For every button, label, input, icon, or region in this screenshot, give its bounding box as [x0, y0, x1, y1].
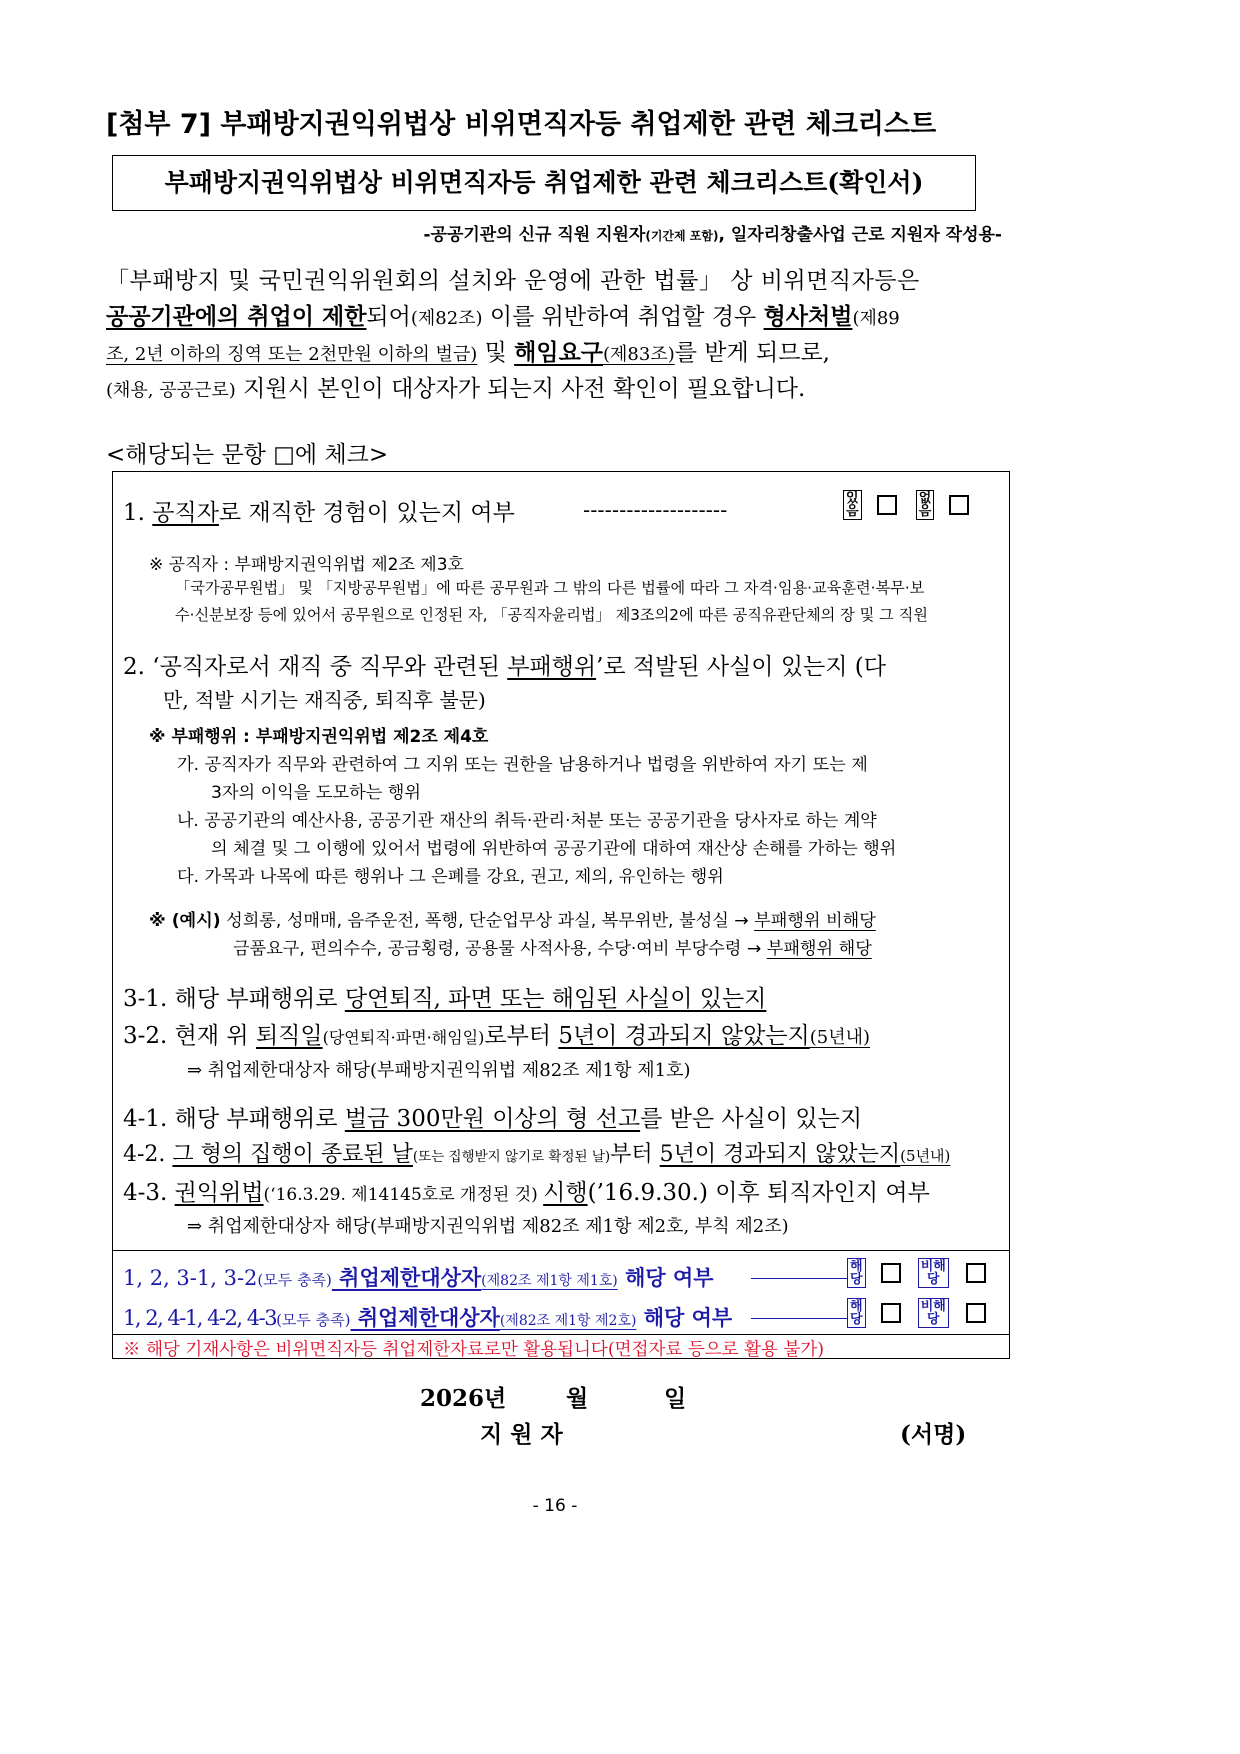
- summary-1-condition: (모두 충족): [257, 1271, 332, 1289]
- q4-result: ⇒ 취업제한대상자 해당(부패방지권익위법 제82조 제1항 제2호, 부칙 제2조): [187, 1216, 789, 1237]
- q4-1-text: 를 받은 사실이 있는지: [640, 1106, 863, 1132]
- question-4-3: [123, 1174, 930, 1207]
- summary-1-no-label: 비해 당: [918, 1258, 949, 1288]
- q3-2-text: 로부터: [484, 1023, 559, 1049]
- subtitle-part2: , 일자리창출사업 근로 지원자 작성용-: [718, 225, 1002, 245]
- intro-dismissal-request: 해임요구: [514, 339, 604, 366]
- q2-example-1: [149, 906, 876, 931]
- summary-1-yes-checkbox[interactable]: [881, 1263, 901, 1283]
- intro-criminal-penalty: 형사처벌: [763, 303, 853, 330]
- q3-2-retire-date: 퇴직일: [255, 1023, 323, 1049]
- title-box-text: 부패방지권익위법상 비위면직자등 취업제한 관련 체크리스트(확인서): [164, 168, 924, 197]
- applicant-label: 지 원 자: [480, 1421, 563, 1448]
- footer-note: ※ 해당 기재사항은 비위면직자등 취업제한자료로만 활용됩니다(면접자료 등으로 활용 불가): [123, 1340, 825, 1360]
- q4-2-within: (5년내): [900, 1147, 951, 1165]
- q3-1-text: 3-1. 해당 부패행위로: [123, 986, 345, 1012]
- q4-3-amendment: (‘16.3.29. 제14145호로 개정된 것): [263, 1185, 544, 1205]
- q3-2-five-years: 5년이 경과되지 않았는지: [558, 1023, 810, 1049]
- q3-2-small: (당연퇴직·파면·해임일): [322, 1028, 485, 1047]
- question-3-2: [123, 1017, 870, 1050]
- summary-2-no-label: 비해 당: [918, 1298, 949, 1328]
- summary-1-yes-label: 해 당: [847, 1258, 866, 1288]
- q2-corruption: 부패행위: [507, 654, 597, 680]
- intro-line-2: [106, 298, 1006, 334]
- q2-item-ga-1: 가. 공직자가 직무와 관련하여 그 지위 또는 권한을 남용하거나 법령을 위반하여 자기 또는 제: [177, 755, 868, 775]
- summary-1-options: [847, 1258, 986, 1288]
- q2-line-2: 만, 적발 시기는 재직중, 퇴직후 불문): [163, 688, 486, 712]
- question-4-1: [123, 1100, 862, 1133]
- q2-note-title: ※ 부패행위 : 부패방지권익위법 제2조 제4호: [149, 727, 489, 747]
- summary-2-yes-label: 해 당: [847, 1298, 866, 1328]
- q2-text: ’로 적발된 사실이 있는지 (다: [596, 654, 886, 680]
- q4-1-text: 4-1. 해당 부패행위로: [123, 1106, 345, 1132]
- intro-text: 지원시 본인이 대상자가 되는지 사전 확인이 필요합니다.: [235, 376, 806, 402]
- q3-2-within: (5년내): [809, 1027, 871, 1048]
- q2-is-corruption: 부패행위 해당: [766, 939, 872, 959]
- q4-2-small: (또는 집행받지 않기로 확정된 날): [412, 1149, 611, 1165]
- intro-employment-restricted: 공공기관에의 취업이 제한: [106, 303, 367, 330]
- intro-article: (제82조): [410, 308, 483, 329]
- intro-hiring-type: (채용, 공공근로): [106, 380, 236, 401]
- intro-text: 및: [477, 340, 515, 366]
- date-day: 일: [664, 1385, 687, 1412]
- q1-yes-checkbox[interactable]: [877, 495, 897, 515]
- q3-result: ⇒ 취업제한대상자 해당(부패방지권익위법 제82조 제1항 제1호): [187, 1060, 691, 1081]
- footer-note-divider: [113, 1334, 1009, 1335]
- q4-3-text: (’16.9.30.) 이후 퇴직자인지 여부: [587, 1180, 930, 1206]
- q4-2-five-years: 5년이 경과되지 않았는지: [659, 1142, 901, 1167]
- summary-1-no-checkbox[interactable]: [966, 1263, 986, 1283]
- summary-2-yes-checkbox[interactable]: [881, 1303, 901, 1323]
- check-instruction: <해당되는 문항 □에 체크>: [106, 442, 389, 468]
- intro-article: (제89: [852, 308, 900, 329]
- summary-row-2: [123, 1302, 732, 1332]
- q1-note-line-2: 수·신분보장 등에 있어서 공무원으로 인정된 자, 「공직자윤리법」 제3조의2에 따른 공직유관단체의 장 및 그 직원: [175, 606, 928, 624]
- summary-1-question: 해당 여부: [617, 1265, 714, 1290]
- q1-no-label: 없 음: [916, 490, 935, 520]
- question-1: [123, 494, 515, 527]
- summary-row-1: [123, 1262, 714, 1292]
- q2-example-text: 성희롱, 성매매, 음주운전, 폭행, 단순업무상 과실, 복무위반, 불성실 →: [220, 911, 755, 931]
- q4-2-text: 4-2.: [123, 1142, 173, 1167]
- summary-1-target: 취업제한대상자: [331, 1265, 482, 1290]
- q3-1-dismissal: 당연퇴직, 파면 또는 해임된 사실이 있는지: [344, 986, 767, 1012]
- subtitle-part1: -공공기관의 신규 직원 지원자: [423, 225, 646, 245]
- summary-divider: [113, 1250, 1009, 1251]
- intro-paragraph: [106, 262, 1006, 406]
- summary-1-dash-line: [751, 1278, 847, 1279]
- q2-text: 2. ‘공직자로서 재직 중 직무와 관련된: [123, 654, 508, 680]
- q4-1-fine: 벌금 300만원 이상의 형 선고: [344, 1106, 641, 1132]
- q2-item-ga-2: 3자의 이익을 도모하는 행위: [211, 783, 421, 803]
- summary-2-dash-line: [751, 1318, 847, 1319]
- q1-options: [843, 490, 969, 520]
- q2-example-label: ※ (예시): [149, 911, 221, 931]
- title-box: [112, 155, 976, 211]
- summary-2-condition: (모두 충족): [276, 1311, 351, 1329]
- intro-text: 를 받게 되므로,: [674, 340, 830, 366]
- q2-item-na-2: 의 체결 및 그 이행에 있어서 법령에 위반하여 공공기관에 대하여 재산상 손해를 가하는 행위: [211, 839, 897, 859]
- signature-field[interactable]: (서명): [900, 1421, 967, 1448]
- subtitle: [423, 220, 1002, 245]
- q2-item-na-1: 나. 공공기관의 예산사용, 공공기관 재산의 취득·관리·처분 또는 공공기관을 당사자로 하는 계약: [177, 811, 877, 831]
- q4-3-enforcement: 시행: [543, 1180, 588, 1206]
- question-2: [123, 648, 886, 681]
- q4-2-sentence-ended: 그 형의 집행이 종료된 날: [172, 1142, 413, 1167]
- page-heading: [첨부 7] 부패방지권익위법상 비위면직자등 취업제한 관련 체크리스트: [106, 109, 937, 140]
- q4-3-act: 권익위법: [174, 1180, 264, 1206]
- q3-2-text: 3-2. 현재 위: [123, 1023, 256, 1049]
- subtitle-small: (기간제 포함): [645, 229, 719, 243]
- q1-note-line-1: 「국가공무원법」 및 「지방공무원법」에 따른 공무원과 그 밖의 다른 법률에 따라 그 자격·임용·교육훈련·복무·보: [175, 579, 925, 597]
- q1-text: 로 재직한 경험이 있는지 여부: [218, 500, 515, 526]
- summary-2-no-checkbox[interactable]: [966, 1303, 986, 1323]
- q1-dashes: --------------------: [583, 498, 728, 522]
- date-month: 월: [566, 1385, 589, 1412]
- question-3-1: [123, 980, 766, 1013]
- intro-line-4: [106, 370, 1006, 406]
- q1-yes-label: 있 음: [843, 490, 862, 520]
- intro-line-1: 「부패방지 및 국민권익위원회의 설치와 운영에 관한 법률」 상 비위면직자등은: [106, 268, 920, 294]
- question-4-2: [123, 1137, 950, 1168]
- q2-example-2: [233, 934, 872, 959]
- intro-line-3: [106, 334, 1006, 370]
- summary-2-article: (제82조 제1항 제2호): [499, 1313, 637, 1329]
- q4-2-text: 부터: [610, 1142, 660, 1167]
- intro-penalty-detail: 조, 2년 이하의 징역 또는 2천만원 이하의 벌금): [106, 344, 478, 365]
- q4-3-text: 4-3.: [123, 1180, 175, 1206]
- checklist-box: [112, 471, 1010, 1359]
- q2-item-da: 다. 가목과 나목에 따른 행위나 그 은폐를 강요, 권고, 제의, 유인하는 행위: [177, 867, 724, 887]
- page-number: - 16 -: [532, 1496, 578, 1516]
- intro-text: 되어: [366, 304, 411, 330]
- q2-example-text: 금품요구, 편의수수, 공금횡령, 공용물 사적사용, 수당·여비 부당수령 →: [233, 939, 767, 959]
- summary-2-target: 취업제한대상자: [350, 1305, 500, 1330]
- summary-2-options: [847, 1298, 986, 1328]
- q2-not-corruption: 부패행위 비해당: [754, 911, 876, 931]
- intro-article: (제83조): [603, 344, 675, 365]
- summary-2-items: 1, 2, 4-1, 4-2, 4-3: [123, 1306, 277, 1330]
- q1-no-checkbox[interactable]: [949, 495, 969, 515]
- q1-public-official: 공직자: [152, 500, 219, 526]
- date-year: 2026년: [420, 1385, 507, 1412]
- q1-note-title: ※ 공직자 : 부패방지권익위법 제2조 제3호: [149, 555, 464, 575]
- summary-1-article: (제82조 제1항 제1호): [481, 1273, 618, 1289]
- summary-1-items: 1, 2, 3-1, 3-2: [123, 1266, 258, 1290]
- summary-2-question: 해당 여부: [636, 1305, 733, 1330]
- intro-text: 이를 위반하여 취업할 경우: [482, 304, 764, 330]
- q1-number: 1.: [123, 500, 153, 526]
